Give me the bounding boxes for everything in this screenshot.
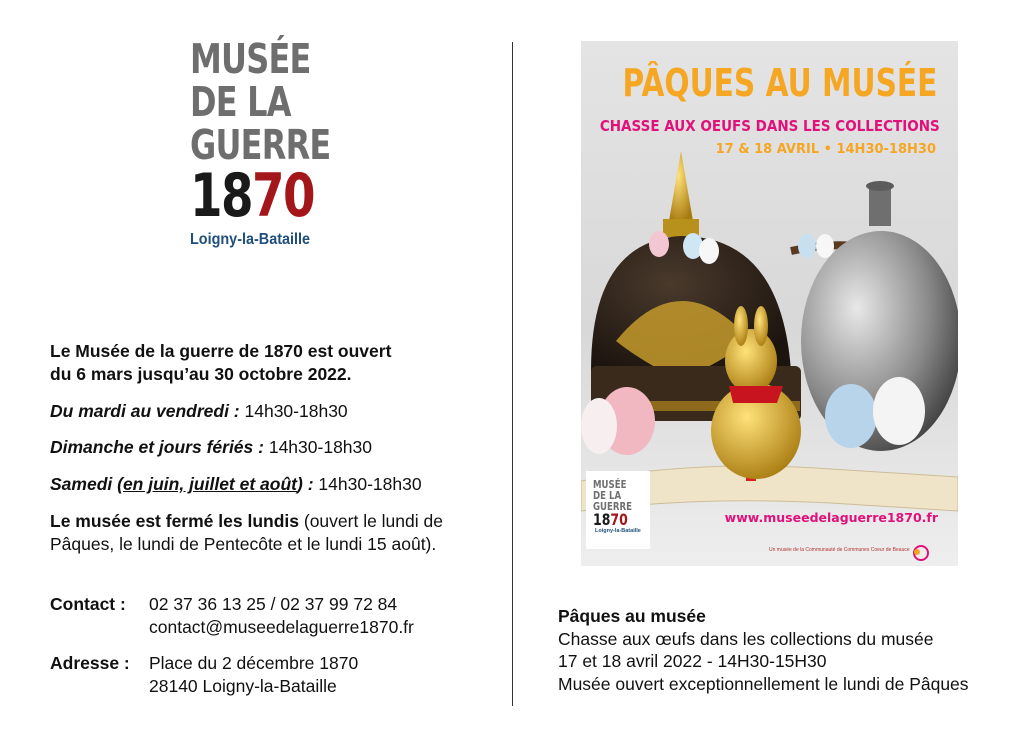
contact-phones: 02 37 36 13 25 / 02 37 99 72 84: [149, 594, 398, 614]
closed-notice-bold: Le musée est fermé les lundis: [50, 511, 299, 531]
saturday-label-months: en juin, juillet et août: [122, 474, 297, 494]
logo-year-dark: 18: [190, 161, 253, 231]
mini-logo-year-red: 70: [610, 510, 628, 529]
hours-sunday-label: Dimanche et jours fériés :: [50, 437, 264, 457]
opening-line-1: Le Musée de la guerre de 1870 est ouvert: [50, 341, 392, 361]
address-block: [50, 652, 450, 702]
mini-logo-town: Loigny-la-Bataille: [595, 528, 641, 534]
logo-town: Loigny-la-Bataille: [190, 231, 311, 248]
address-line-1: Place du 2 décembre 1870: [149, 653, 359, 673]
contact-email[interactable]: contact@museedelaguerre1870.fr: [149, 617, 414, 637]
address-line-2: 28140 Loigny-la-Bataille: [149, 676, 337, 696]
poster-date: 17 & 18 AVRIL • 14H30-18H30: [715, 142, 936, 157]
logo-line-guerre: GUERRE: [190, 121, 331, 169]
logo-line-de-la: DE LA: [190, 78, 291, 126]
logo-line-musee: MUSÉE: [190, 35, 311, 83]
saturday-label-start: Samedi (: [50, 474, 123, 494]
caption-line-2: 17 et 18 avril 2022 - 14H30-15H30: [558, 651, 827, 671]
mini-logo-line-3: GUERRE: [593, 500, 632, 513]
opening-line-2: du 6 mars jusqu’au 30 octobre 2022.: [50, 364, 352, 384]
address-label: Adresse :: [50, 653, 130, 673]
poster-url[interactable]: www.museedelaguerre1870.fr: [724, 510, 938, 525]
hours-saturday-value: 14h30-18h30: [318, 474, 422, 494]
contact-block: [50, 593, 450, 643]
mini-logo-line-1: MUSÉE: [593, 478, 627, 491]
mini-logo-year-dark: 18: [593, 510, 611, 529]
logo-year: [190, 161, 315, 231]
vertical-divider: [512, 42, 513, 706]
closed-notice-rest-2: Pâques, le lundi de Pentecôte et le lundi 15 août).: [50, 534, 437, 554]
poster-title: PÂQUES AU MUSÉE: [622, 61, 938, 105]
contact-label: Contact :: [50, 594, 126, 614]
caption-line-3: Musée ouvert exceptionnellement le lundi de Pâques: [558, 673, 969, 694]
poster-caption: [558, 605, 969, 695]
hours-sunday-value: 14h30-18h30: [268, 437, 372, 457]
hours-tue-fri-label: Du mardi au vendredi :: [50, 401, 240, 421]
caption-title: Pâques au musée: [558, 606, 706, 626]
museum-logo: [190, 35, 340, 249]
mini-logo-line-2: DE LA: [593, 489, 622, 502]
logo-year-red: 70: [252, 161, 315, 231]
hours-sunday: [50, 436, 372, 459]
poster-mini-logo: [586, 471, 650, 549]
closed-notice: [50, 510, 443, 556]
hours-saturday-label: [50, 474, 314, 494]
hours-tue-fri: [50, 400, 348, 423]
poster-footer: Un musée de la Communauté de Communes Coeur de Beauce: [769, 547, 910, 553]
easter-poster: [581, 41, 958, 566]
hours-tue-fri-value: 14h30-18h30: [244, 401, 348, 421]
closed-notice-rest-1: (ouvert le lundi de: [299, 511, 443, 531]
mini-logo-year: [586, 512, 636, 528]
caption-line-1: Chasse aux œufs dans les collections du musée: [558, 628, 934, 649]
poster-subtitle: CHASSE AUX OEUFS DANS LES COLLECTIONS: [599, 117, 940, 135]
opening-statement: [50, 340, 391, 386]
saturday-label-end: ) :: [297, 474, 314, 494]
hours-saturday: [50, 473, 422, 496]
